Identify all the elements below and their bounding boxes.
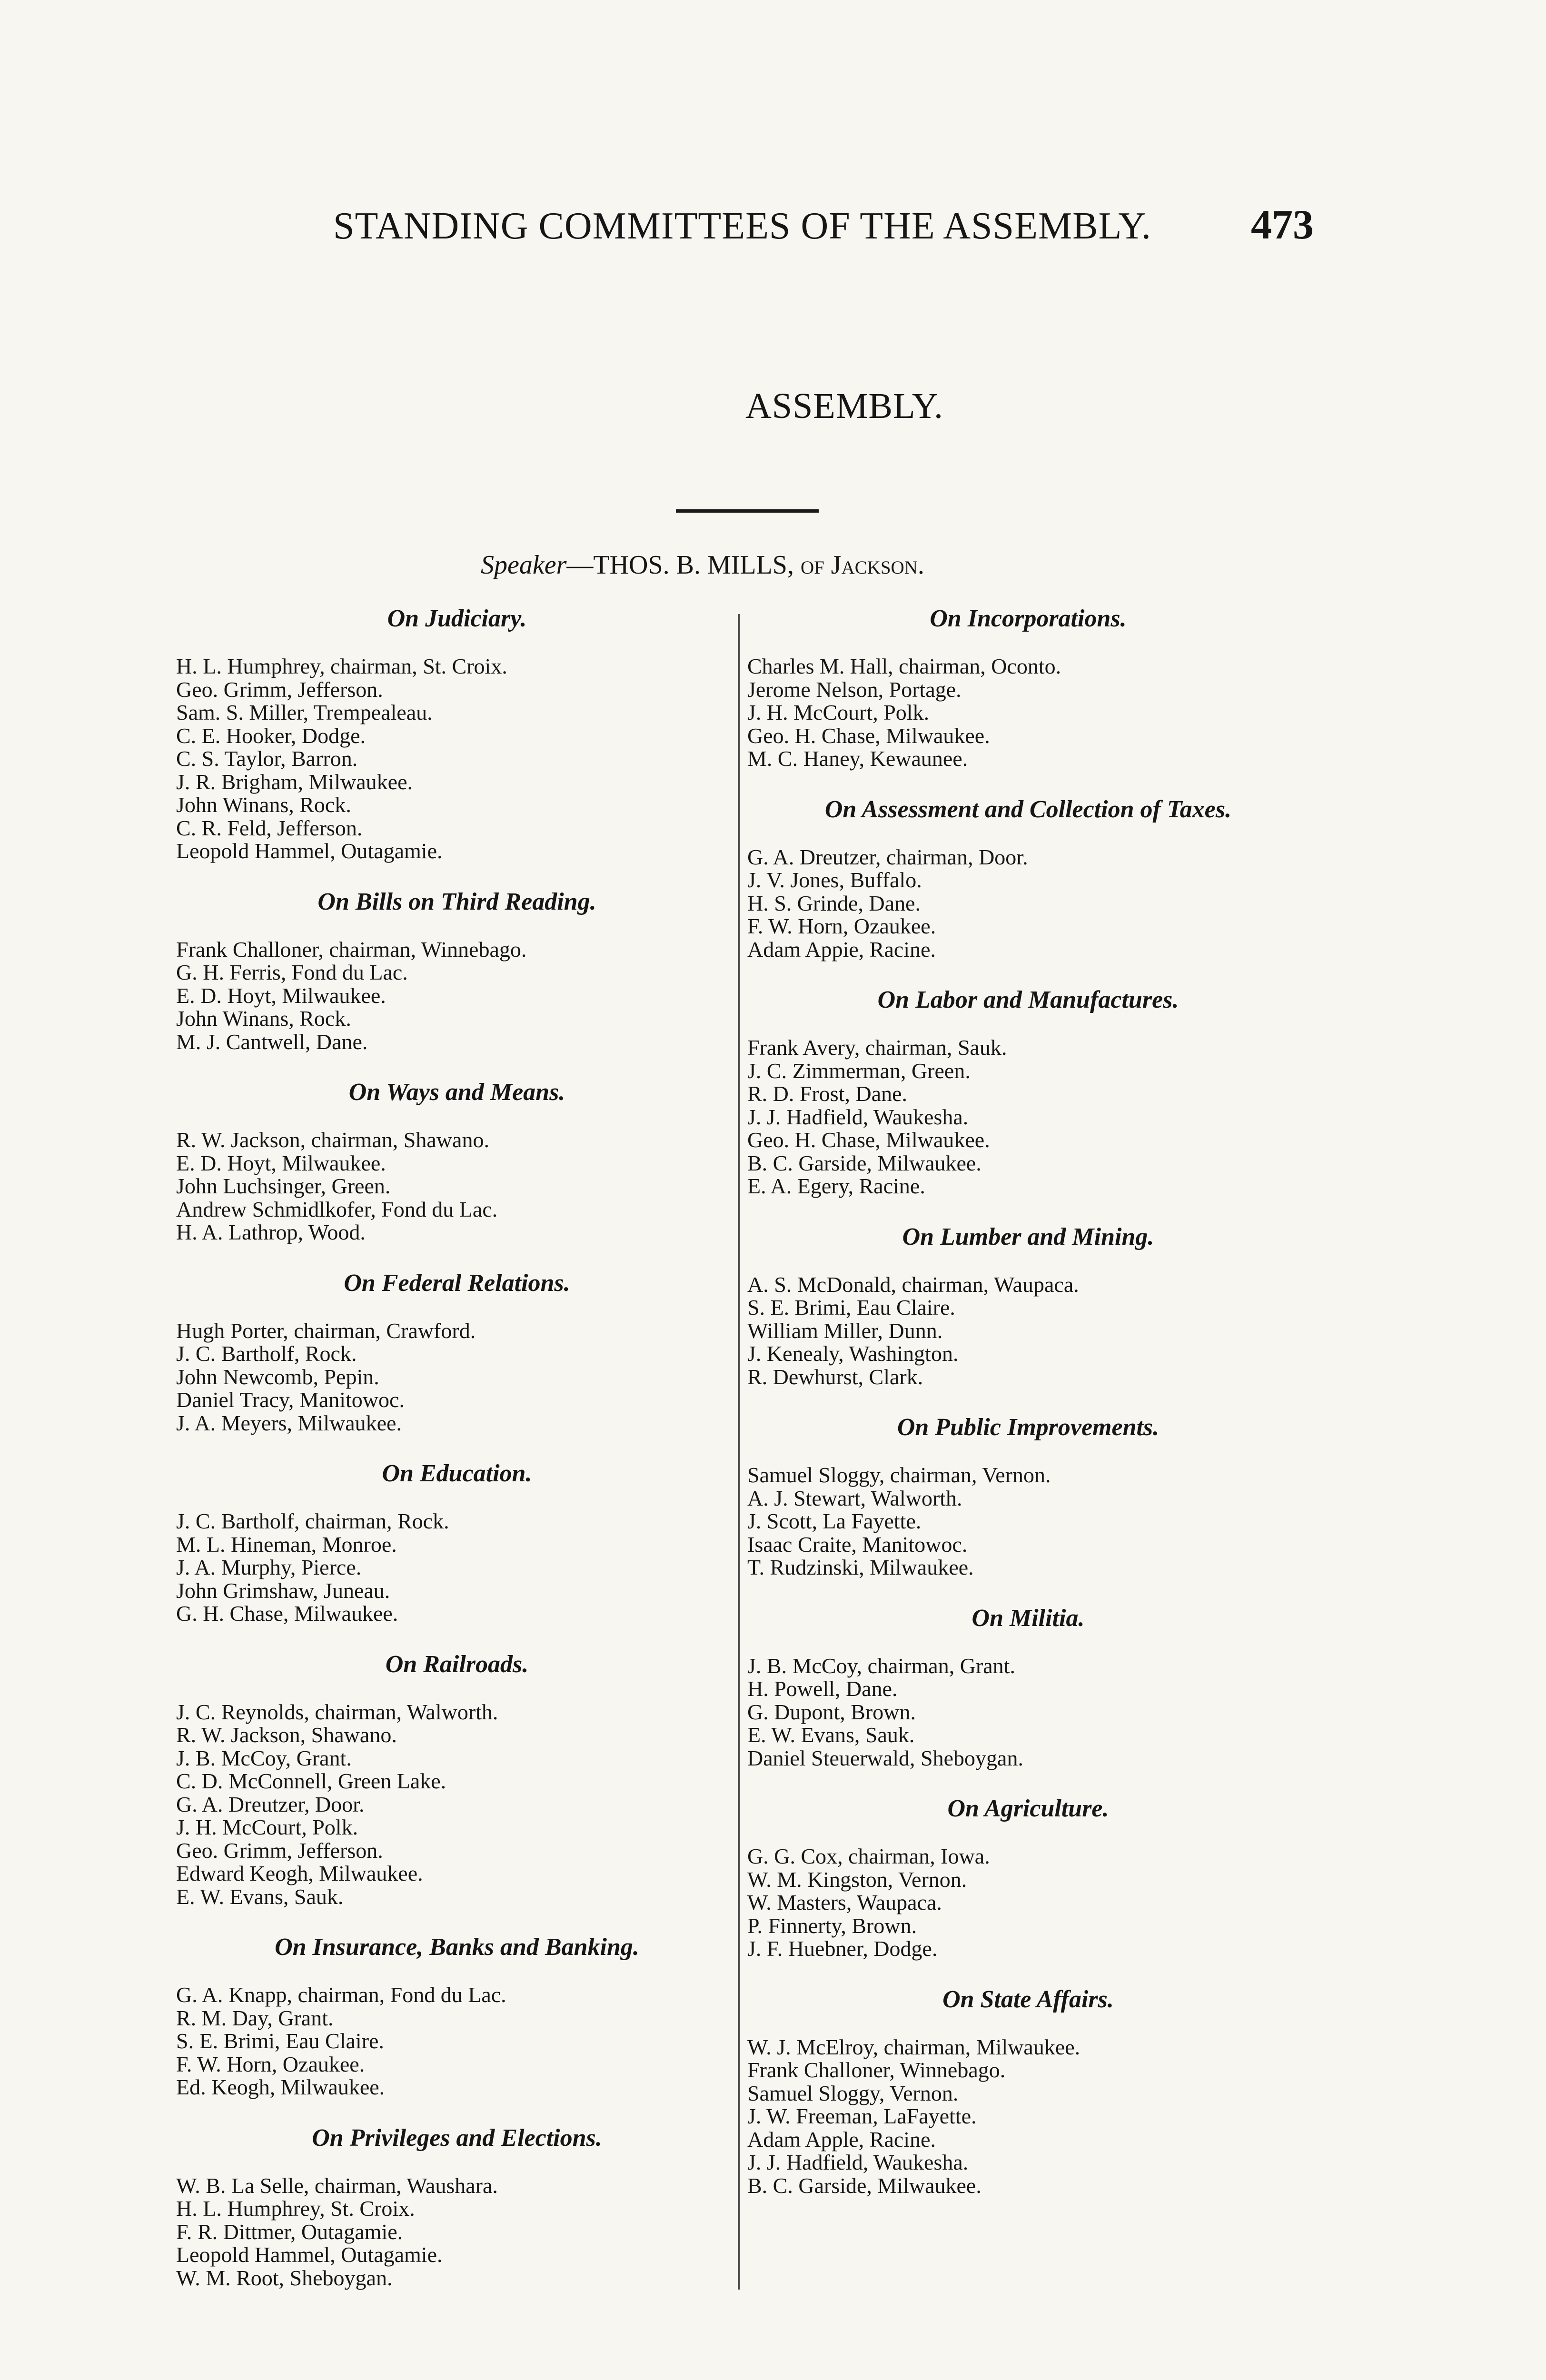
member-entry: Adam Apple, Racine. [747, 2127, 936, 2152]
speaker-county: of Jackson. [800, 550, 924, 580]
member-entry: J. W. Freeman, LaFayette. [747, 2104, 977, 2128]
committee-section [747, 1795, 1309, 1985]
member-entry: J. H. McCourt, Polk. [176, 1815, 358, 1839]
member-entry: R. W. Jackson, chairman, Shawano. [176, 1128, 489, 1152]
committee-heading: On Judiciary. [387, 605, 527, 632]
committee-section [747, 1985, 1309, 2222]
committee-heading: On Agriculture. [947, 1795, 1109, 1822]
member-entry: Edward Keogh, Milwaukee. [176, 1861, 423, 1885]
member-entry: W. M. Kingston, Vernon. [747, 1867, 967, 1892]
committee-heading: On Labor and Manufactures. [877, 986, 1179, 1013]
member-list [176, 1129, 738, 1244]
member-entry: F. W. Horn, Ozaukee. [176, 2052, 365, 2076]
section-spacer [747, 961, 1309, 986]
section-spacer [176, 863, 738, 888]
member-entry: Hugh Porter, chairman, Crawford. [176, 1318, 476, 1343]
section-spacer [747, 771, 1309, 795]
page-header [333, 202, 1314, 257]
member-entry: John Grimshaw, Juneau. [176, 1578, 390, 1603]
member-entry: B. C. Garside, Milwaukee. [747, 1150, 981, 1175]
section-title: ASSEMBLY. [745, 386, 943, 426]
member-entry: R. M. Day, Grant. [176, 2005, 334, 2030]
member-entry: E. W. Evans, Sauk. [176, 1884, 344, 1909]
member-entry: C. S. Taylor, Barron. [176, 746, 358, 771]
member-list [747, 1655, 1309, 1770]
member-list [176, 655, 738, 863]
committee-section [747, 795, 1309, 986]
member-entry: John Winans, Rock. [176, 1006, 351, 1031]
committee-heading: On Incorporations. [930, 605, 1127, 632]
committee-section [176, 1650, 738, 1934]
member-entry: B. C. Garside, Milwaukee. [747, 2173, 981, 2198]
right-column [747, 605, 1309, 2222]
member-list [176, 1319, 738, 1435]
committee-heading: On Bills on Third Reading. [317, 888, 596, 915]
running-head: STANDING COMMITTEES OF THE ASSEMBLY. [333, 205, 1151, 247]
committee-section [176, 1459, 738, 1650]
member-entry: W. Masters, Waupaca. [747, 1890, 942, 1914]
member-entry: Daniel Steuerwald, Sheboygan. [747, 1745, 1023, 1770]
member-entry: W. M. Root, Sheboygan. [176, 2265, 393, 2290]
member-entry: Sam. S. Miller, Trempealeau. [176, 700, 433, 724]
member-entry: W. J. McElroy, chairman, Milwaukee. [747, 2034, 1080, 2059]
member-entry: William Miller, Dunn. [747, 1318, 943, 1343]
committee-heading: On Ways and Means. [348, 1079, 565, 1106]
committee-heading: On Insurance, Banks and Banking. [275, 1934, 639, 1961]
member-entry: John Winans, Rock. [176, 793, 351, 817]
column-divider [738, 614, 740, 2290]
member-entry: J. B. McCoy, chairman, Grant. [747, 1653, 1015, 1678]
member-entry: H. S. Grinde, Dane. [747, 891, 921, 915]
member-entry: S. E. Brimi, Eau Claire. [176, 2029, 384, 2053]
member-entry: M. J. Cantwell, Dane. [176, 1029, 368, 1054]
member-list [176, 1701, 738, 1909]
member-entry: A. S. McDonald, chairman, Waupaca. [747, 1272, 1079, 1297]
member-entry: M. C. Haney, Kewaunee. [747, 746, 968, 771]
section-spacer [747, 1579, 1309, 1604]
member-entry: John Newcomb, Pepin. [176, 1364, 379, 1389]
member-list [747, 1464, 1309, 1579]
committee-heading: On Federal Relations. [344, 1269, 570, 1297]
member-entry: H. Powell, Dane. [747, 1676, 898, 1701]
committee-heading: On Assessment and Collection of Taxes. [824, 795, 1232, 823]
committee-heading: On Militia. [971, 1604, 1085, 1632]
member-entry: G. A. Dreutzer, chairman, Door. [747, 844, 1028, 869]
member-list [747, 655, 1309, 771]
member-entry: A. J. Stewart, Walworth. [747, 1486, 962, 1510]
member-entry: J. V. Jones, Buffalo. [747, 868, 922, 892]
title-rule [676, 509, 819, 513]
section-spacer [176, 2290, 738, 2314]
member-list [747, 2036, 1309, 2198]
member-entry: Charles M. Hall, chairman, Oconto. [747, 654, 1061, 678]
member-entry: J. R. Brigham, Milwaukee. [176, 769, 413, 794]
member-entry: Geo. Grimm, Jefferson. [176, 677, 383, 702]
member-entry: M. L. Hineman, Monroe. [176, 1532, 397, 1557]
committee-section [176, 888, 738, 1079]
committee-heading: On Railroads. [385, 1650, 529, 1678]
member-entry: Adam Appie, Racine. [747, 937, 936, 962]
member-entry: H. A. Lathrop, Wood. [176, 1220, 366, 1244]
member-entry: J. C. Bartholf, Rock. [176, 1341, 357, 1366]
committee-section [176, 1078, 738, 1269]
member-entry: J. F. Huebner, Dodge. [747, 1936, 938, 1961]
section-spacer [176, 1053, 738, 1078]
member-entry: R. D. Frost, Dane. [747, 1081, 908, 1106]
member-entry: J. Kenealy, Washington. [747, 1341, 959, 1366]
member-list [176, 938, 738, 1054]
section-spacer [747, 1388, 1309, 1413]
member-entry: J. C. Bartholf, chairman, Rock. [176, 1509, 449, 1533]
section-spacer [176, 1435, 738, 1459]
member-entry: G. A. Dreutzer, Door. [176, 1792, 365, 1816]
committee-section [176, 1269, 738, 1460]
committee-section [176, 1933, 738, 2124]
member-entry: J. Scott, La Fayette. [747, 1509, 922, 1533]
member-entry: Andrew Schmidlkofer, Fond du Lac. [176, 1197, 498, 1221]
member-entry: F. R. Dittmer, Outagamie. [176, 2219, 403, 2244]
member-entry: G. A. Knapp, chairman, Fond du Lac. [176, 1983, 506, 2007]
committee-heading: On State Affairs. [942, 1985, 1114, 2013]
member-entry: G. G. Cox, chairman, Iowa. [747, 1844, 990, 1868]
member-entry: Geo. Grimm, Jefferson. [176, 1838, 383, 1863]
member-entry: J. C. Zimmerman, Green. [747, 1058, 971, 1083]
member-entry: Ed. Keogh, Milwaukee. [176, 2075, 385, 2099]
member-entry: J. J. Hadfield, Waukesha. [747, 1104, 969, 1129]
member-entry: G. H. Ferris, Fond du Lac. [176, 960, 408, 984]
member-entry: J. A. Meyers, Milwaukee. [176, 1410, 402, 1435]
member-entry: Frank Challoner, Winnebago. [747, 2058, 1006, 2082]
member-entry: F. W. Horn, Ozaukee. [747, 914, 936, 938]
member-entry: E. D. Hoyt, Milwaukee. [176, 1150, 386, 1175]
member-entry: Frank Avery, chairman, Sauk. [747, 1035, 1007, 1060]
member-entry: Samuel Sloggy, chairman, Vernon. [747, 1463, 1051, 1487]
member-entry: J. B. McCoy, Grant. [176, 1745, 352, 1770]
speaker-dash: — [566, 550, 594, 580]
speaker-name: THOS. B. MILLS, [593, 550, 794, 580]
member-entry: S. E. Brimi, Eau Claire. [747, 1295, 955, 1319]
committee-heading: On Privileges and Elections. [312, 2124, 602, 2152]
committee-section [747, 1604, 1309, 1795]
member-entry: J. C. Reynolds, chairman, Walworth. [176, 1699, 498, 1724]
committee-section [176, 605, 738, 888]
member-entry: C. D. McConnell, Green Lake. [176, 1769, 446, 1793]
section-spacer [747, 2197, 1309, 2222]
member-entry: Frank Challoner, chairman, Winnebago. [176, 937, 527, 962]
section-spacer [747, 1198, 1309, 1223]
member-entry: P. Finnerty, Brown. [747, 1913, 917, 1938]
member-entry: Jerome Nelson, Portage. [747, 677, 961, 702]
section-spacer [176, 1244, 738, 1269]
member-entry: J. A. Murphy, Pierce. [176, 1555, 362, 1579]
member-entry: T. Rudzinski, Milwaukee. [747, 1555, 974, 1579]
member-entry: Geo. H. Chase, Milwaukee. [747, 1128, 990, 1152]
member-list [176, 1510, 738, 1626]
member-list [747, 1036, 1309, 1198]
speaker-role: Speaker [481, 550, 567, 580]
committee-section [747, 1223, 1309, 1414]
section-spacer [747, 1770, 1309, 1795]
member-entry: J. H. McCourt, Polk. [747, 700, 930, 724]
member-entry: J. J. Hadfield, Waukesha. [747, 2150, 969, 2174]
member-entry: Daniel Tracy, Manitowoc. [176, 1388, 405, 1412]
member-entry: John Luchsinger, Green. [176, 1174, 391, 1198]
member-entry: C. E. Hooker, Dodge. [176, 723, 366, 748]
committee-heading: On Public Improvements. [897, 1414, 1160, 1441]
speaker-line [481, 550, 924, 580]
member-entry: G. H. Chase, Milwaukee. [176, 1601, 398, 1626]
member-entry: H. L. Humphrey, chairman, St. Croix. [176, 654, 507, 678]
section-spacer [747, 1961, 1309, 1985]
member-entry: G. Dupont, Brown. [747, 1699, 916, 1724]
member-list [747, 846, 1309, 962]
committee-section [747, 605, 1309, 795]
committee-section [747, 986, 1309, 1223]
left-column [176, 605, 738, 2314]
member-list [747, 1273, 1309, 1389]
committee-heading: On Education. [382, 1460, 532, 1487]
member-entry: E. W. Evans, Sauk. [747, 1723, 915, 1747]
member-entry: Geo. H. Chase, Milwaukee. [747, 723, 990, 748]
member-entry: Leopold Hammel, Outagamie. [176, 839, 443, 863]
member-list [747, 1845, 1309, 1961]
member-entry: W. B. La Selle, chairman, Waushara. [176, 2173, 498, 2198]
committee-heading: On Lumber and Mining. [902, 1223, 1154, 1250]
committee-section [747, 1413, 1309, 1604]
member-entry: E. A. Egery, Racine. [747, 1174, 925, 1198]
page-number: 473 [1251, 202, 1314, 248]
member-list [176, 2174, 738, 2290]
section-spacer [176, 2099, 738, 2124]
member-entry: C. R. Feld, Jefferson. [176, 815, 363, 840]
section-spacer [176, 1908, 738, 1933]
section-spacer [176, 1626, 738, 1650]
member-entry: R. Dewhurst, Clark. [747, 1364, 923, 1389]
member-entry: E. D. Hoyt, Milwaukee. [176, 983, 386, 1008]
committee-section [176, 2124, 738, 2315]
member-entry: H. L. Humphrey, St. Croix. [176, 2196, 415, 2221]
member-entry: Leopold Hammel, Outagamie. [176, 2242, 443, 2267]
member-entry: Isaac Craite, Manitowoc. [747, 1532, 968, 1557]
member-entry: R. W. Jackson, Shawano. [176, 1723, 397, 1747]
member-list [176, 1983, 738, 2099]
member-entry: Samuel Sloggy, Vernon. [747, 2081, 959, 2105]
